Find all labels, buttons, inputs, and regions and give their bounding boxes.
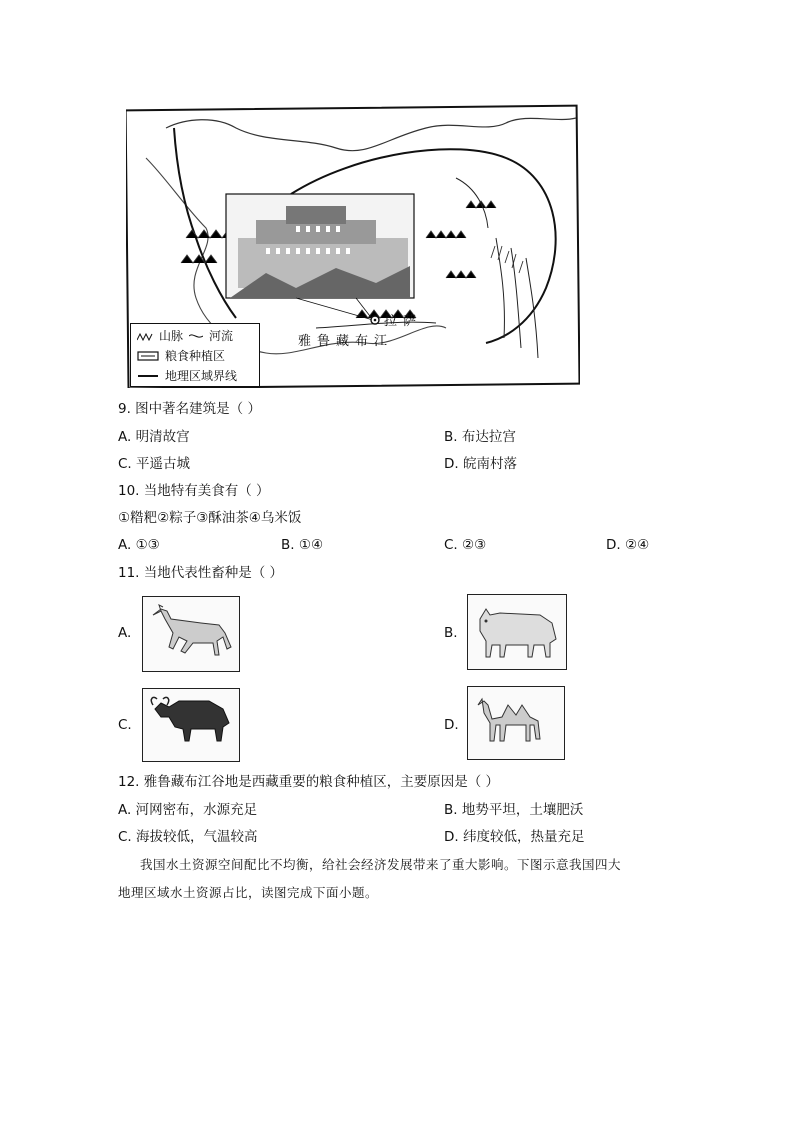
q10-option-c[interactable]: C. ②③ (444, 537, 487, 553)
mountain-symbol-icon (137, 331, 153, 341)
q9-option-a[interactable]: A. 明清故宫 (118, 429, 190, 445)
q10-option-a[interactable]: A. ①③ (118, 537, 160, 553)
river-symbol-icon (189, 331, 203, 341)
q11-option-c-label[interactable]: C. (118, 717, 132, 733)
pig-icon[interactable] (467, 594, 567, 670)
q11-option-b-label[interactable]: B. (444, 625, 458, 641)
legend-grain-area: 粮食种植区 (165, 349, 226, 363)
q10-option-b[interactable]: B. ①④ (281, 537, 324, 553)
lhasa-label: 拉萨 (384, 314, 423, 329)
map-figure (126, 98, 580, 388)
boundary-line-symbol-icon (137, 371, 159, 381)
intro-paragraph-line-2: 地理区域水土资源占比，读图完成下面小题。 (118, 885, 379, 900)
grain-area-symbol-icon (137, 351, 159, 361)
legend-mountains: 山脉 (159, 329, 184, 343)
q11-option-a-label[interactable]: A. (118, 625, 132, 641)
question-10-items: ①糌粑②粽子③酥油茶④乌米饭 (118, 510, 302, 526)
horse-icon[interactable] (142, 596, 240, 672)
q12-option-c[interactable]: C. 海拔较低，气温较高 (118, 829, 258, 845)
q9-option-b[interactable]: B. 布达拉宫 (444, 429, 516, 445)
q11-option-d-label[interactable]: D. (444, 717, 459, 733)
q9-option-d[interactable]: D. 皖南村落 (444, 456, 517, 472)
legend-rivers: 河流 (209, 329, 234, 343)
q12-option-b[interactable]: B. 地势平坦，土壤肥沃 (444, 802, 584, 818)
q10-option-d[interactable]: D. ②④ (606, 537, 650, 553)
question-10-stem: 10. 当地特有美食有（ ） (118, 483, 270, 499)
q12-option-d[interactable]: D. 纬度较低，热量充足 (444, 829, 585, 845)
question-12-stem: 12. 雅鲁藏布江谷地是西藏重要的粮食种植区，主要原因是（ ） (118, 774, 500, 790)
intro-paragraph-line-1: 我国水土资源空间配比不均衡，给社会经济发展带来了重大影响。下图示意我国四大 (140, 857, 622, 872)
question-9-stem: 9. 图中著名建筑是（ ） (118, 401, 261, 417)
q12-option-a[interactable]: A. 河网密布，水源充足 (118, 802, 258, 818)
legend-row-boundary (137, 367, 237, 384)
question-11-stem: 11. 当地代表性畜种是（ ） (118, 565, 284, 581)
camel-icon[interactable] (467, 686, 565, 760)
legend-row-mountains-rivers (137, 327, 233, 344)
river-label: 雅鲁藏布江 (298, 334, 394, 349)
yak-icon[interactable] (142, 688, 240, 762)
legend-boundary: 地理区域界线 (165, 369, 238, 383)
legend-row-grain (137, 347, 225, 364)
q9-option-c[interactable]: C. 平遥古城 (118, 456, 191, 472)
map-legend (130, 323, 260, 387)
